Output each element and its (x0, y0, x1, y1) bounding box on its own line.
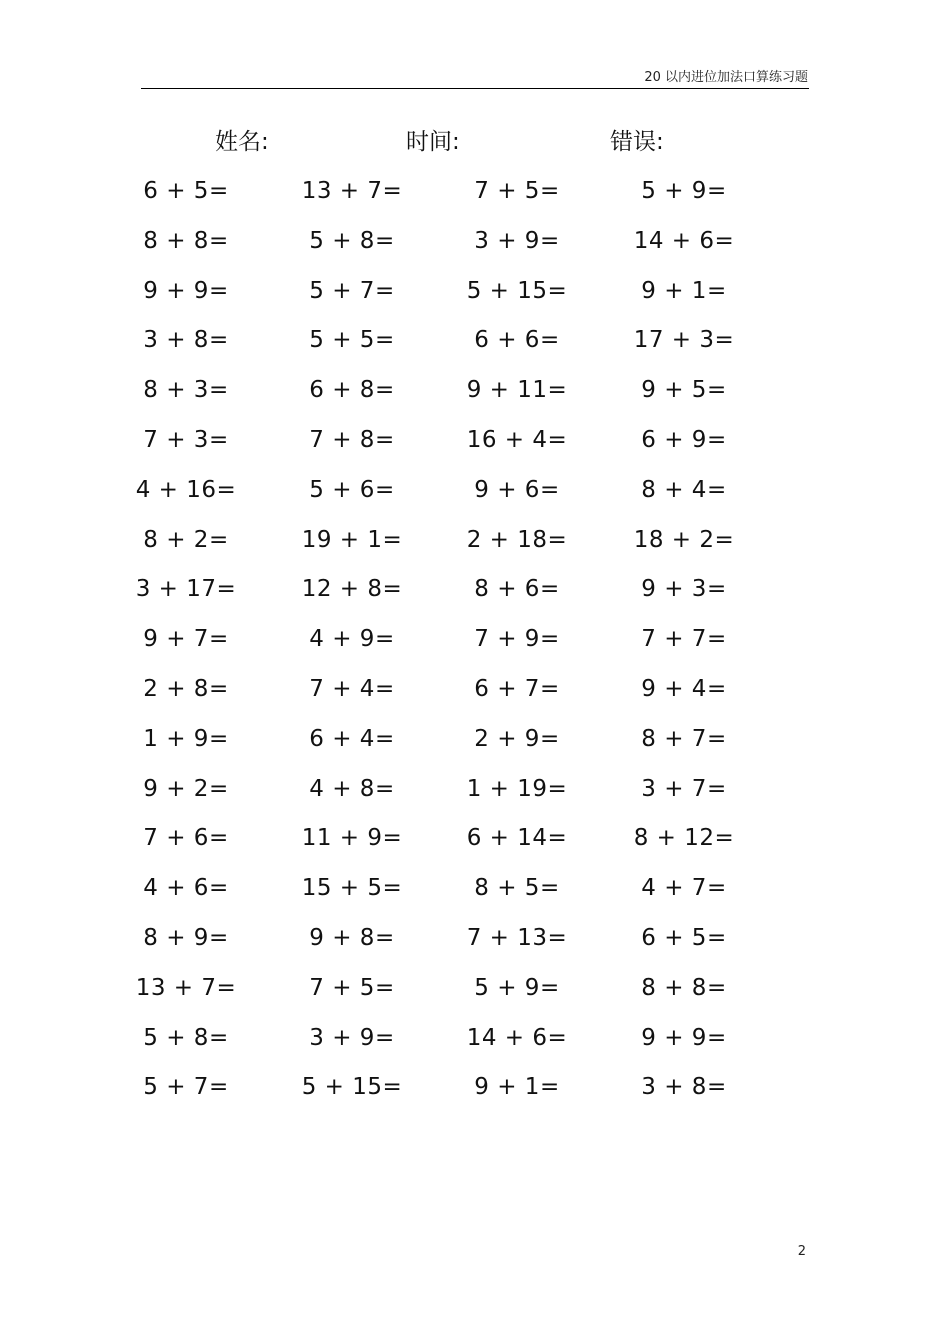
addition-problem: 5 + 8= (309, 227, 395, 254)
addition-problem: 15 + 5= (301, 875, 403, 902)
addition-problem: 9 + 9= (641, 1024, 727, 1051)
addition-problem: 13 + 7= (135, 974, 237, 1001)
addition-problem: 4 + 16= (135, 476, 237, 503)
addition-problem: 3 + 7= (641, 775, 727, 802)
addition-problem: 5 + 6= (309, 476, 395, 503)
problem-row (0, 272, 950, 322)
student-info-fields (0, 126, 950, 162)
addition-problem: 8 + 3= (143, 377, 229, 404)
addition-problem: 4 + 9= (309, 626, 395, 653)
addition-problem: 7 + 5= (474, 178, 560, 204)
problem-row (0, 421, 950, 471)
header-divider (141, 88, 809, 89)
addition-problem: 5 + 15= (466, 277, 568, 304)
addition-problem: 2 + 9= (474, 725, 560, 752)
addition-problem: 13 + 7= (301, 178, 403, 204)
addition-problem: 6 + 4= (309, 725, 395, 752)
time-field-label: 时间: (406, 129, 460, 155)
addition-problem: 1 + 19= (466, 775, 568, 802)
addition-problem: 8 + 8= (143, 227, 229, 254)
addition-problem: 18 + 2= (633, 526, 735, 553)
addition-problem: 17 + 3= (633, 327, 735, 354)
addition-problem: 9 + 8= (309, 924, 395, 951)
problem-row (0, 321, 950, 371)
addition-problem: 9 + 5= (641, 377, 727, 404)
addition-problem: 7 + 3= (143, 426, 229, 453)
addition-problem: 9 + 9= (143, 277, 229, 304)
addition-problem: 9 + 11= (466, 377, 568, 404)
addition-problem: 3 + 17= (135, 576, 237, 603)
addition-problem: 4 + 7= (641, 875, 727, 902)
addition-problem: 8 + 5= (474, 875, 560, 902)
problem-row (0, 670, 950, 720)
addition-problem: 9 + 6= (474, 476, 560, 503)
addition-problem: 16 + 4= (466, 426, 568, 453)
addition-problem: 19 + 1= (301, 526, 403, 553)
addition-problem: 3 + 8= (641, 1074, 727, 1101)
addition-problem: 7 + 9= (474, 626, 560, 653)
problem-grid (0, 172, 950, 1118)
addition-problem: 5 + 15= (301, 1074, 403, 1101)
page-header-title: 20 以内进位加法口算练习题 (644, 70, 808, 85)
addition-problem: 5 + 5= (309, 327, 395, 354)
name-field-label: 姓名: (215, 129, 269, 155)
addition-problem: 8 + 9= (143, 924, 229, 951)
problem-row (0, 371, 950, 421)
problem-row (0, 222, 950, 272)
addition-problem: 14 + 6= (466, 1024, 568, 1051)
errors-field-label: 错误: (610, 129, 664, 155)
problem-row (0, 919, 950, 969)
addition-problem: 8 + 6= (474, 576, 560, 603)
addition-problem: 8 + 7= (641, 725, 727, 752)
addition-problem: 5 + 8= (143, 1024, 229, 1051)
addition-problem: 4 + 8= (309, 775, 395, 802)
addition-problem: 9 + 1= (474, 1074, 560, 1101)
addition-problem: 11 + 9= (301, 825, 403, 852)
addition-problem: 7 + 5= (309, 974, 395, 1001)
problem-row (0, 1019, 950, 1069)
addition-problem: 6 + 9= (641, 426, 727, 453)
addition-problem: 9 + 2= (143, 775, 229, 802)
addition-problem: 6 + 6= (474, 327, 560, 354)
addition-problem: 6 + 5= (641, 924, 727, 951)
addition-problem: 5 + 9= (641, 178, 727, 204)
addition-problem: 14 + 6= (633, 227, 735, 254)
problem-row (0, 620, 950, 670)
addition-problem: 9 + 1= (641, 277, 727, 304)
addition-problem: 6 + 8= (309, 377, 395, 404)
addition-problem: 8 + 8= (641, 974, 727, 1001)
addition-problem: 6 + 5= (143, 178, 229, 204)
problem-row (0, 819, 950, 869)
problem-row (0, 720, 950, 770)
problem-row (0, 770, 950, 820)
page-number: 2 (797, 1244, 806, 1259)
addition-problem: 2 + 18= (466, 526, 568, 553)
addition-problem: 6 + 14= (466, 825, 568, 852)
problem-row (0, 471, 950, 521)
problem-row (0, 570, 950, 620)
addition-problem: 9 + 4= (641, 675, 727, 702)
addition-problem: 8 + 12= (633, 825, 735, 852)
problem-row (0, 521, 950, 571)
addition-problem: 3 + 8= (143, 327, 229, 354)
addition-problem: 5 + 7= (309, 277, 395, 304)
addition-problem: 6 + 7= (474, 675, 560, 702)
addition-problem: 5 + 9= (474, 974, 560, 1001)
addition-problem: 3 + 9= (474, 227, 560, 254)
addition-problem: 12 + 8= (301, 576, 403, 603)
addition-problem: 1 + 9= (143, 725, 229, 752)
problem-row (0, 172, 950, 222)
addition-problem: 4 + 6= (143, 875, 229, 902)
addition-problem: 7 + 13= (466, 924, 568, 951)
addition-problem: 8 + 2= (143, 526, 229, 553)
addition-problem: 7 + 7= (641, 626, 727, 653)
addition-problem: 2 + 8= (143, 675, 229, 702)
addition-problem: 5 + 7= (143, 1074, 229, 1101)
addition-problem: 8 + 4= (641, 476, 727, 503)
problem-row (0, 969, 950, 1019)
problem-row (0, 1068, 950, 1118)
addition-problem: 7 + 4= (309, 675, 395, 702)
addition-problem: 7 + 8= (309, 426, 395, 453)
addition-problem: 7 + 6= (143, 825, 229, 852)
problem-row (0, 869, 950, 919)
addition-problem: 3 + 9= (309, 1024, 395, 1051)
addition-problem: 9 + 3= (641, 576, 727, 603)
addition-problem: 9 + 7= (143, 626, 229, 653)
